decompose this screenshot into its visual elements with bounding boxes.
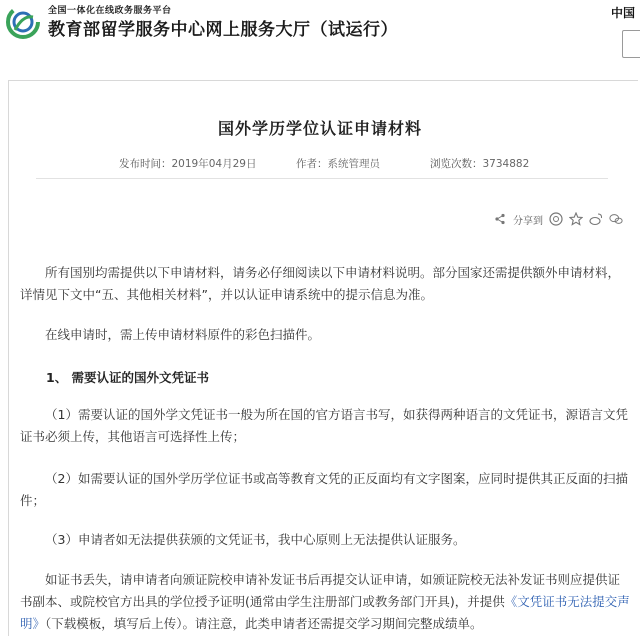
qq-space-share-icon[interactable]: [609, 212, 623, 226]
upload-note-paragraph: 在线申请时，需上传申请材料原件的彩色扫描件。: [45, 327, 321, 342]
view-count: [430, 156, 529, 171]
publish-date-value: 2019年04月29日: [171, 158, 257, 170]
intro-paragraph: 所有国别均需提供以下申请材料，请务必仔细阅读以下申请材料说明。部分国家还需提供额外申请材料，详情见下文中“五、其他相关材料”，并以认证申请系统中的提示信息为准。: [20, 265, 621, 302]
section-heading-diploma: 1、 需要认证的国外文凭证书: [46, 370, 210, 385]
site-header: [0, 0, 640, 44]
item-3-paragraph: （3）申请者如无法提供获颁的文凭证书，我中心原则上无法提供认证服务。: [45, 532, 466, 547]
article-title: 国外学历学位认证申请材料: [217, 119, 422, 138]
author-label: 作者：: [296, 158, 328, 170]
share-bar: [493, 211, 623, 227]
publish-date-label: 发布时间：: [119, 158, 172, 170]
side-panel-button[interactable]: [622, 30, 640, 58]
platform-label: 全国一体化在线政务服务平台: [48, 6, 172, 16]
lost-certificate-paragraph: [20, 569, 630, 635]
site-title[interactable]: 教育部留学服务中心网上服务大厅（试运行）: [48, 20, 398, 40]
star-favorite-icon[interactable]: [569, 212, 583, 226]
share-icon[interactable]: [493, 212, 507, 226]
item-2-paragraph: （2）如需要认证的国外学历学位证书或高等教育文凭的正反面均有文字图案，应同时提供其正反面的扫描件；: [20, 471, 628, 508]
country-label[interactable]: 中国: [611, 6, 636, 20]
share-label[interactable]: 分享到: [513, 215, 543, 227]
lost-certificate-text-a: 如证书丢失，请申请者向颁证院校申请补发证书后再提交认证申请，如颁证院校无法补发证书则应提供证书副本、或院校官方出具的学位授予证明(通常由学生注册部门或教务部门开具)，并提供: [20, 572, 621, 609]
view-count-label: 浏览次数：: [430, 158, 483, 170]
weibo-share-icon[interactable]: [589, 212, 603, 226]
wechat-share-icon[interactable]: [549, 212, 563, 226]
publish-date: [119, 156, 256, 171]
item-1-paragraph: （1）需要认证的国外学文凭证书一般为所在国的官方语言书写，如获得两种语言的文凭证书，源语言文凭证书必须上传，其他语言可选择性上传；: [20, 407, 628, 444]
author-value: 系统管理员: [327, 158, 380, 170]
gov-logo-icon[interactable]: [6, 5, 40, 39]
author: [296, 156, 380, 171]
lost-certificate-text-b: （下载模板，填写后上传）。请注意，此类申请者还需提交学习期间完整成绩单。: [45, 616, 483, 631]
statement-template-link[interactable]: 《文凭证书无法提交声明》: [20, 594, 630, 631]
view-count-value: 3734882: [482, 158, 530, 170]
meta-divider: [36, 178, 608, 179]
